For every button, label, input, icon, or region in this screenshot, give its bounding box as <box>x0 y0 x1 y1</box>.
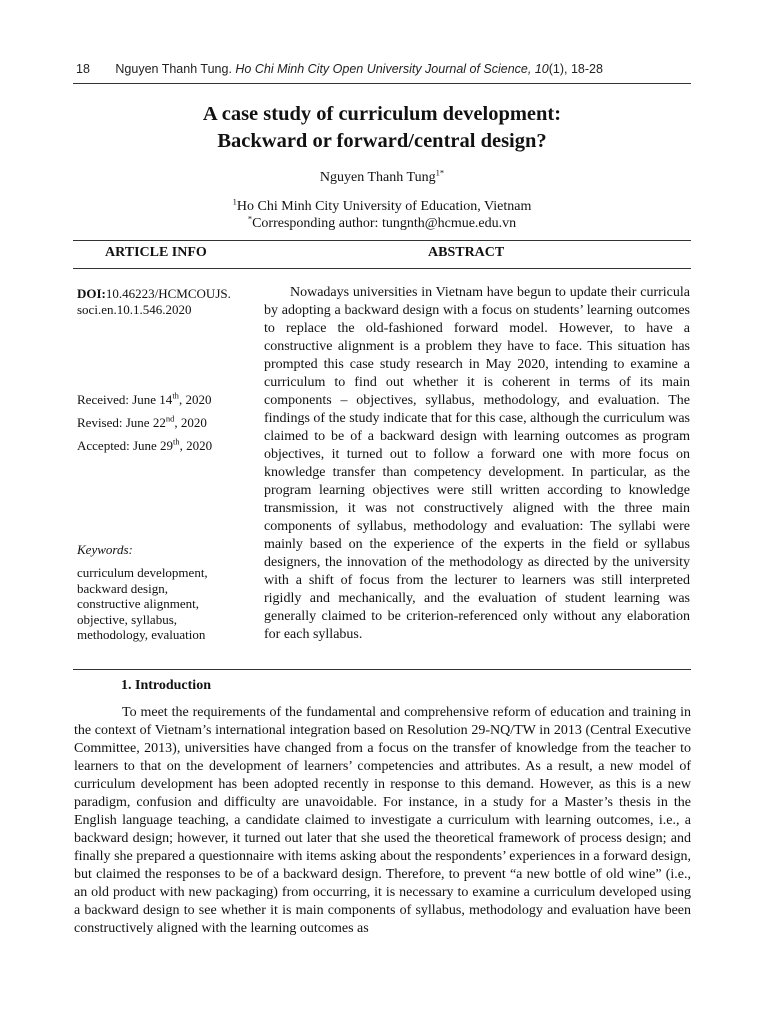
revised-date: Revised: June 22nd, 2020 <box>77 413 207 430</box>
paper-title <box>73 101 691 155</box>
accepted-date: Accepted: June 29th, 2020 <box>77 436 213 453</box>
doi-value-1: 10.46223/HCMCOUJS. <box>105 286 231 301</box>
introduction-heading: 1. Introduction <box>121 678 211 693</box>
abstract-text: Nowadays universities in Vietnam have begun to update their curricula by adopting a backward design with a focus on students’ learning outcomes to replace the old-fashioned forward model. However, to have a constructive alignment is a problem they have to face. This situation has prompted this case study research in May 2020, intending to examine a curriculum to find out whether it is coherent in terms of its main components – objectives, syllabus, methodology, and evaluation. The findings of the study indicate that for this case, although the curriculum was claimed to be of a backward design with learning outcomes as program objectives, it turned out to follow a forward one with more focus on knowledge transfer than competency development. In particular, as the program learning objectives were still written according to knowledge transmission, it was not constructively aligned with the three main components of syllabus, methodology and evaluation: The syllabi were mainly based on the experience of the experts in the field or syllabus designers, the innovation of the methodology as directed by the university with a shift of focus from the lecturer to learners was still interpreted rigidly and mechanically, and the evaluation of student learning was generally claimed to be criterion-referenced only without any elaboration for each syllabus. <box>264 285 690 642</box>
author-marks: 1* <box>435 167 445 178</box>
page-number: 18 <box>76 62 90 76</box>
keyword: constructive alignment, <box>77 596 200 611</box>
title-line-2: Backward or forward/central design? <box>217 130 547 152</box>
introduction-text: To meet the requirements of the fundamental and comprehensive reform of education and training in the context of Vietnam’s international integration based on Resolution 29-NQ/TW in 2013 (Central Executive Committee, 2013), universities have changed from a focus on the transfer of knowledge from the teacher to learners to that on the development of learners’ competencies and attributes. As a result, a new model of curriculum development has been adopted recently in response to this demand. However, as this is a new paradigm, confusion and difficulty are unavoidable. For instance, in a study for a Master’s thesis in the English language teaching, a candidate claimed to investigate a curriculum with learning outcomes, i.e., a backward design; however, it turned out later that she used the theoretical framework of process design; and finally she prepared a questionnaire with items asking about the respondents’ experiences in a forward design, but claimed the responses to be of a backward design. Therefore, to prevent “a new bottle of old wine” (i.e., an old product with new packaging) from occurring, it is necessary to examine a curriculum developed using a backward design to see whether it is main components of syllabus, methodology and evaluation have been constructively aligned with the learning outcomes as <box>74 705 691 936</box>
author-name: Nguyen Thanh Tung <box>319 170 436 185</box>
keyword: methodology, evaluation <box>77 627 206 642</box>
header-issue: (1), 18-28 <box>548 62 603 76</box>
doi-block <box>77 286 231 317</box>
abstract-bottom-rule <box>73 669 691 670</box>
running-head <box>76 62 692 76</box>
affiliation <box>73 198 691 232</box>
abstract-heading: ABSTRACT <box>428 245 505 260</box>
info-heading-rule <box>73 268 691 269</box>
keyword: curriculum development, <box>77 565 208 580</box>
keywords-label: Keywords: <box>77 542 133 557</box>
affil-corresponding: Corresponding author: tungnth@hcmue.edu.vn <box>252 216 517 231</box>
info-top-rule <box>73 240 691 241</box>
author-line <box>73 167 691 186</box>
affil-mark-2: * <box>247 213 253 224</box>
header-author: Nguyen Thanh Tung. <box>115 62 232 76</box>
header-journal: Ho Chi Minh City Open University Journal of Science, 10 <box>235 62 549 76</box>
keyword: objective, syllabus, <box>77 611 178 627</box>
title-line-1: A case study of curriculum development: <box>202 103 562 125</box>
doi-value-2: soci.en.10.1.546.2020 <box>77 301 192 317</box>
article-info-heading: ARTICLE INFO <box>105 245 207 260</box>
header-rule <box>73 83 691 84</box>
affil-mark-1: 1 <box>232 196 237 207</box>
received-date: Received: June 14th, 2020 <box>77 390 212 407</box>
doi-label: DOI: <box>77 286 106 301</box>
affil-institution: Ho Chi Minh City University of Education, Vietnam <box>236 199 532 214</box>
keywords-list <box>77 565 208 643</box>
keyword: backward design, <box>77 580 168 596</box>
